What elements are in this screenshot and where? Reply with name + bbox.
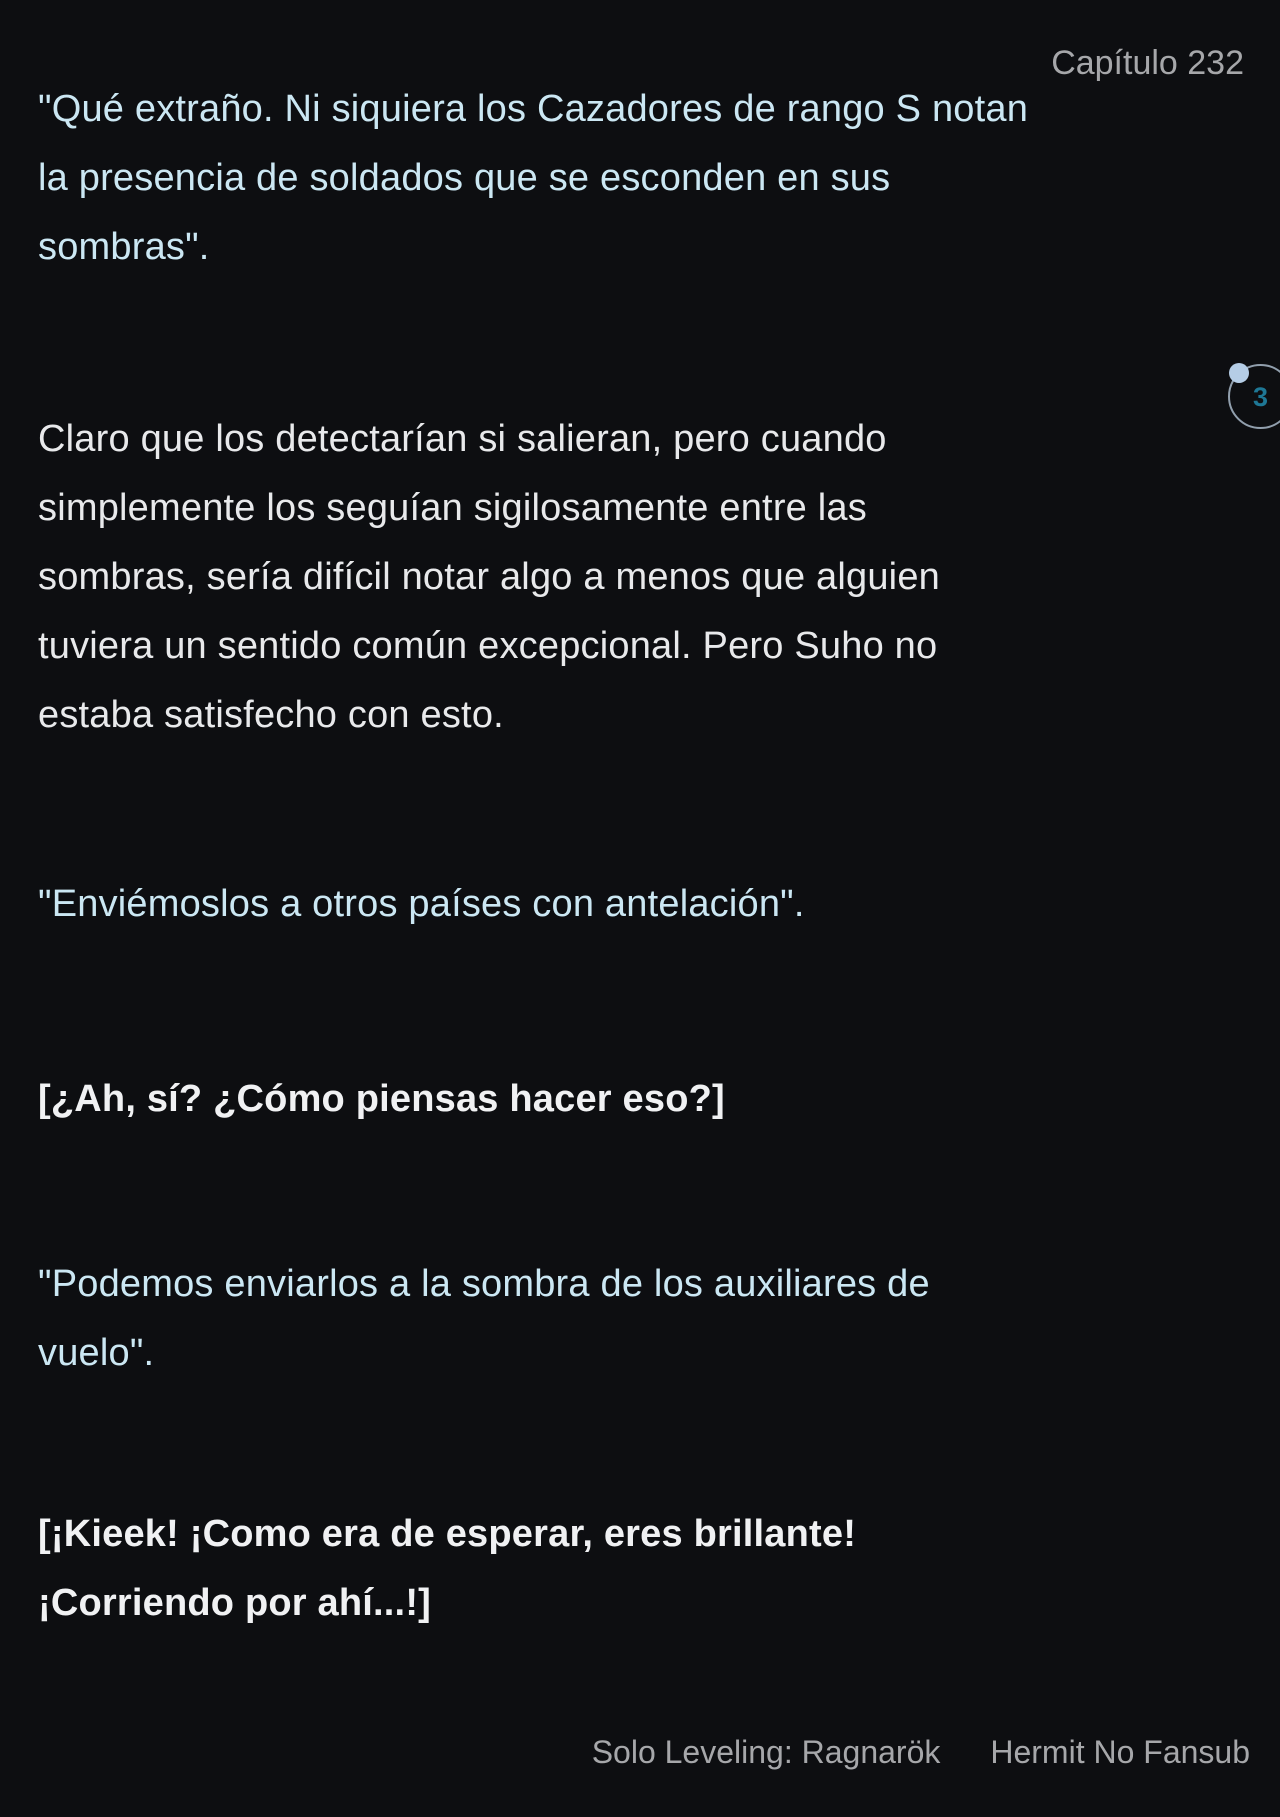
text-line: "Qué extraño. Ni siquiera los Cazadores de rango S notan: [38, 88, 1029, 130]
series-title: Solo Leveling: Ragnarök: [591, 1734, 941, 1770]
badge-ring-icon: [1220, 350, 1280, 440]
paragraph-dialogue: [38, 75, 1250, 282]
badge-dot-icon: [1229, 363, 1249, 383]
paragraph-dialogue: [38, 870, 1250, 939]
footer: [0, 1732, 1280, 1774]
text-line: la presencia de soldados que se esconden en sus: [38, 157, 891, 199]
text-line: simplemente los seguían sigilosamente entre las: [38, 487, 867, 529]
text-line: sombras".: [38, 226, 210, 268]
text-line: Claro que los detectarían si salieran, pero cuando: [38, 418, 887, 460]
badge-count: 3: [1252, 382, 1269, 412]
fansub-credit: Hermit No Fansub: [990, 1734, 1250, 1770]
paragraph-narration: [38, 405, 1250, 750]
text-line: sombras, sería difícil notar algo a menos que alguien: [38, 556, 940, 598]
text-line: "Podemos enviarlos a la sombra de los auxiliares de: [38, 1263, 930, 1305]
text-line: [¡Kieek! ¡Como era de esperar, eres brillante!: [38, 1513, 857, 1555]
text-line: ¡Corriendo por ahí...!]: [38, 1582, 432, 1624]
text-line: vuelo".: [38, 1332, 155, 1374]
text-line: estaba satisfecho con esto.: [38, 694, 504, 736]
notification-badge[interactable]: [1220, 350, 1280, 440]
chapter-label: Capítulo 232: [1051, 44, 1244, 82]
paragraph-system: [38, 1065, 1250, 1134]
text-line: [¿Ah, sí? ¿Cómo piensas hacer eso?]: [38, 1078, 725, 1120]
paragraph-dialogue: [38, 1250, 1250, 1388]
text-line: tuviera un sentido común excepcional. Pero Suho no: [38, 625, 938, 667]
paragraph-system: [38, 1500, 1250, 1638]
text-line: "Enviémoslos a otros países con antelación".: [38, 883, 805, 925]
